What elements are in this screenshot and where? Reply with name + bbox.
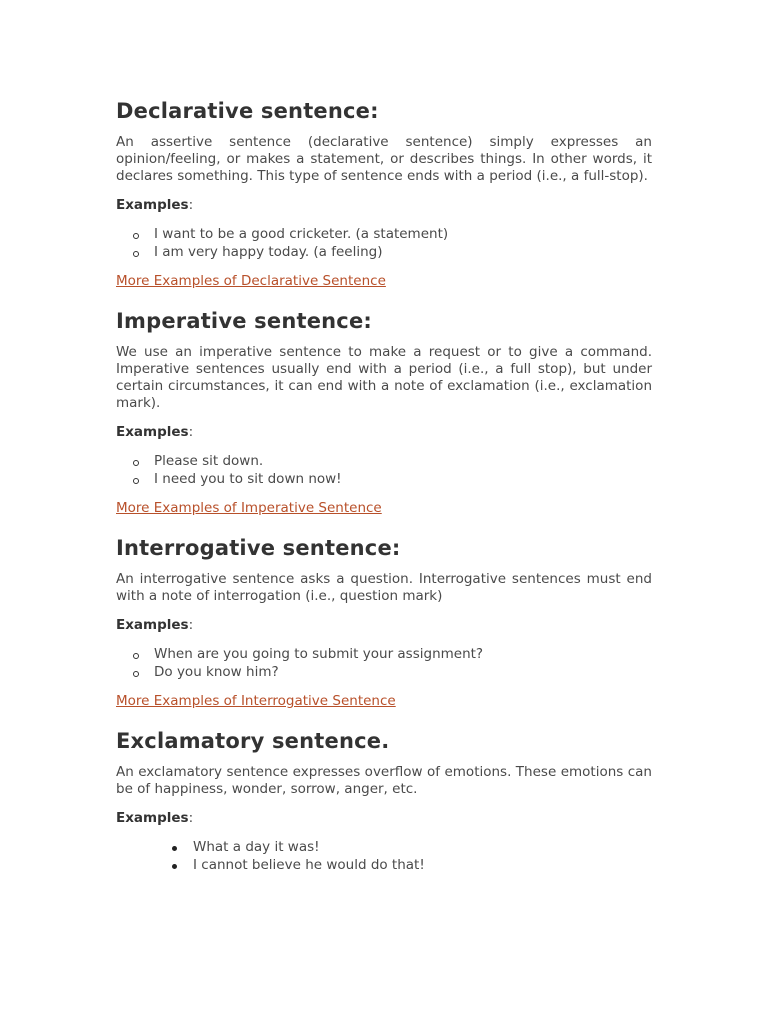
- body-declarative: An assertive sentence (declarative sentence) simply expresses an opinion/feeling, or makes a statement, or describes things. In other words, it declares something. This type of sentence ends with a period (i.e., a full-stop).: [116, 134, 652, 184]
- list-item: Do you know him?: [154, 664, 652, 682]
- document-page: [116, 98, 652, 886]
- list-item: What a day it was!: [193, 839, 652, 857]
- examples-label-text: Examples: [116, 424, 189, 440]
- section-exclamatory: [116, 728, 652, 874]
- list-item: I want to be a good cricketer. (a statement): [154, 226, 652, 244]
- list-item: I need you to sit down now!: [154, 471, 652, 489]
- examples-label: Examples:: [116, 424, 194, 440]
- list-item: I am very happy today. (a feeling): [154, 244, 652, 262]
- examples-label: Examples:: [116, 617, 194, 633]
- section-imperative: [116, 308, 652, 517]
- examples-list-declarative: [116, 226, 652, 261]
- examples-label-text: Examples: [116, 197, 189, 213]
- section-declarative: [116, 98, 652, 290]
- body-imperative: We use an imperative sentence to make a request or to give a command. Imperative sentences usually end with a period (i.e., a full stop), but under certain circumstances, it can end with a note of exclamation (i.e., exclamation mark).: [116, 344, 652, 411]
- section-interrogative: [116, 535, 652, 710]
- examples-label: Examples:: [116, 810, 194, 826]
- heading-imperative: Imperative sentence:: [116, 309, 372, 333]
- list-item: When are you going to submit your assignment?: [154, 646, 652, 664]
- examples-label-text: Examples: [116, 617, 189, 633]
- examples-label: Examples:: [116, 197, 194, 213]
- heading-declarative: Declarative sentence:: [116, 99, 379, 123]
- list-item: I cannot believe he would do that!: [193, 857, 652, 875]
- more-examples-imperative-link[interactable]: More Examples of Imperative Sentence: [116, 500, 382, 516]
- examples-list-interrogative: [116, 646, 652, 681]
- more-examples-interrogative-link[interactable]: More Examples of Interrogative Sentence: [116, 693, 396, 709]
- heading-interrogative: Interrogative sentence:: [116, 536, 401, 560]
- examples-list-exclamatory: [116, 839, 652, 874]
- examples-list-imperative: [116, 453, 652, 488]
- examples-label-text: Examples: [116, 810, 189, 826]
- heading-exclamatory: Exclamatory sentence.: [116, 729, 390, 753]
- body-interrogative: An interrogative sentence asks a question. Interrogative sentences must end with a note of interrogation (i.e., question mark): [116, 571, 652, 604]
- body-exclamatory: An exclamatory sentence expresses overflow of emotions. These emotions can be of happiness, wonder, sorrow, anger, etc.: [116, 764, 652, 797]
- list-item: Please sit down.: [154, 453, 652, 471]
- more-examples-declarative-link[interactable]: More Examples of Declarative Sentence: [116, 273, 386, 289]
